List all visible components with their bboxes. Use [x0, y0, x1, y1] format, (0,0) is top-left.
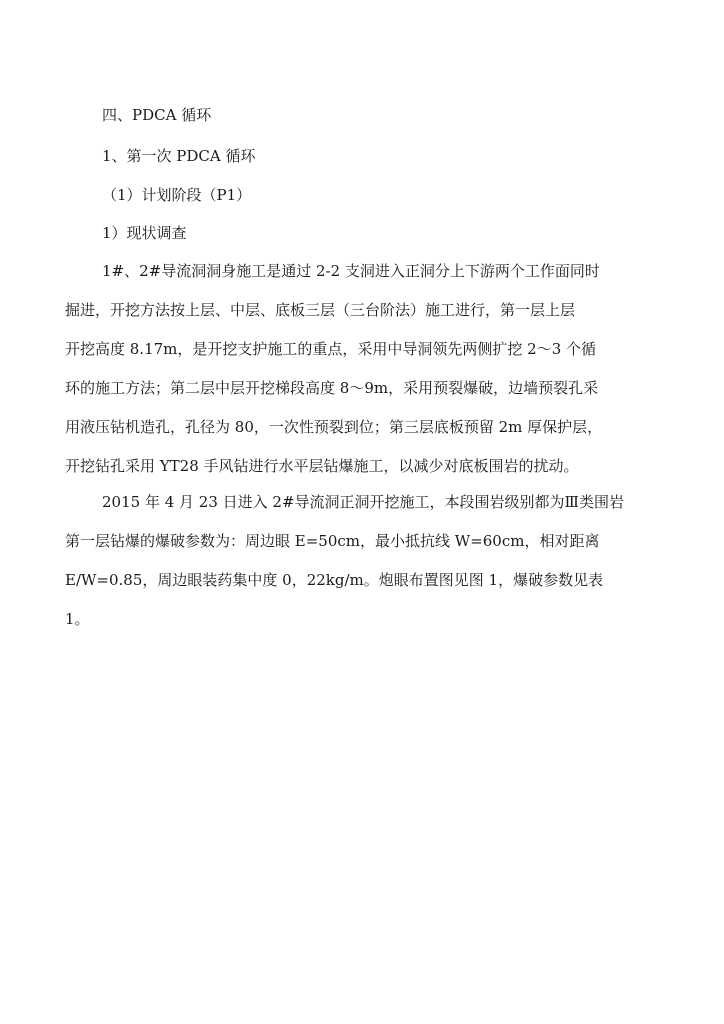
paragraph-line: 2015 年 4 月 23 日进入 2#导流洞正洞开挖施工，本段围岩级别都为Ⅲ类围岩 [102, 493, 624, 511]
paragraph-line: 环的施工方法；第二层中层开挖梯段高度 8～9m，采用预裂爆破，边墙预裂孔采 [65, 379, 599, 397]
paragraph-line: E/W=0.85，周边眼装药集中度 0，22kg/m。炮眼布置图见图 1，爆破参数见表 [65, 571, 604, 589]
cycle-heading: 1、第一次 PDCA 循环 [102, 147, 256, 165]
construction-paragraph [65, 261, 665, 495]
survey-heading: 1）现状调查 [102, 224, 187, 242]
paragraph-line: 1。 [65, 610, 90, 628]
paragraph-line: 开挖高度 8.17m，是开挖支护施工的重点，采用中导洞领先两侧扩挖 2～3 个循 [65, 340, 597, 358]
paragraph-line: 1#、2#导流洞洞身施工是通过 2-2 支洞进入正洞分上下游两个工作面同时 [102, 262, 600, 280]
paragraph-line: 开挖钻孔采用 YT28 手风钻进行水平层钻爆施工，以减少对底板围岩的扰动。 [65, 457, 579, 475]
phase-heading: （1）计划阶段（P1） [102, 186, 252, 204]
paragraph-line: 第一层钻爆的爆破参数为：周边眼 E=50cm，最小抵抗线 W=60cm，相对距离 [65, 532, 600, 550]
section-heading: 四、PDCA 循环 [102, 106, 212, 124]
paragraph-line: 用液压钻机造孔，孔径为 80，一次性预裂到位；第三层底板预留 2m 厚保护层， [65, 418, 603, 436]
blasting-paragraph [65, 492, 665, 648]
paragraph-line: 掘进，开挖方法按上层、中层、底板三层（三台阶法）施工进行，第一层上层 [65, 301, 576, 319]
